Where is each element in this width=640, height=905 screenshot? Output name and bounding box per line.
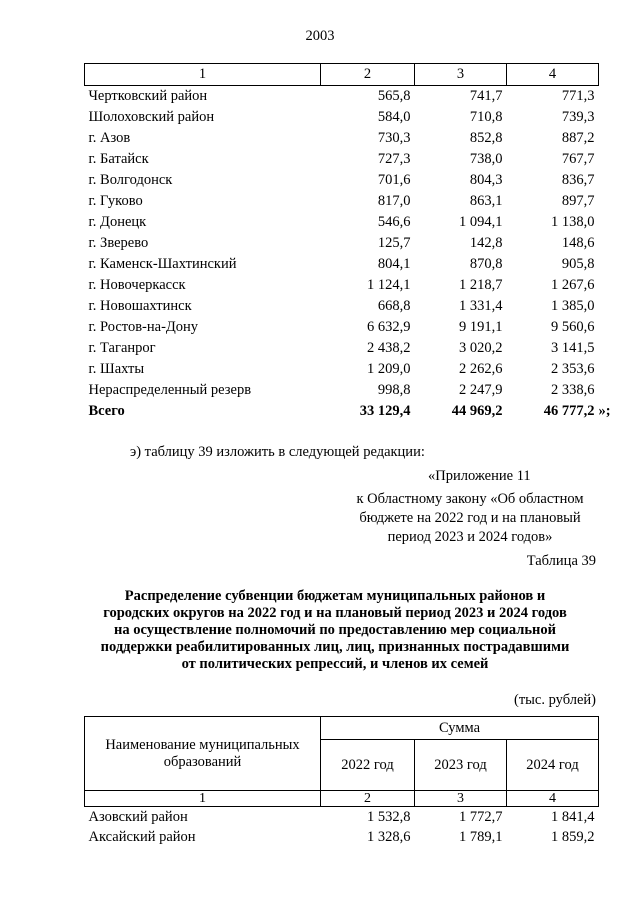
value-2022: 804,1 bbox=[377, 256, 411, 272]
year-header: 2024 год bbox=[507, 740, 599, 791]
value-2022: 1 328,6 bbox=[367, 828, 411, 845]
column-number-row bbox=[85, 64, 599, 86]
table-row bbox=[85, 149, 599, 170]
closing-quote-suffix: »; bbox=[598, 403, 611, 419]
name-column-header bbox=[85, 717, 321, 791]
municipality-name: Азовский район bbox=[88, 808, 188, 825]
value-2022: 6 632,9 bbox=[367, 319, 411, 335]
total-label: Всего bbox=[88, 403, 125, 419]
table-heading bbox=[80, 588, 590, 673]
column-number: 2 bbox=[321, 791, 415, 807]
value-2024: 767,7 bbox=[561, 151, 595, 167]
units-label: (тыс. рублей) bbox=[514, 692, 596, 708]
table-row bbox=[85, 275, 599, 296]
value-2022: 727,3 bbox=[377, 151, 411, 167]
value-2022: 584,0 bbox=[377, 109, 411, 125]
value-2023: 1 772,7 bbox=[459, 808, 503, 825]
value-2023: 1 218,7 bbox=[459, 277, 503, 293]
value-2023: 2 247,9 bbox=[459, 382, 503, 398]
value-2023: 863,1 bbox=[469, 193, 503, 209]
column-number: 3 bbox=[415, 791, 507, 807]
municipality-name: г. Волгодонск bbox=[88, 172, 173, 188]
municipality-name: г. Каменск-Шахтинский bbox=[88, 256, 237, 272]
municipality-name: г. Донецк bbox=[88, 214, 147, 230]
table-39 bbox=[84, 716, 599, 847]
table-row bbox=[85, 128, 599, 149]
municipality-name: Чертковский район bbox=[88, 88, 208, 104]
value-2022: 2 438,2 bbox=[367, 340, 411, 356]
value-2023: 738,0 bbox=[469, 151, 503, 167]
table-row bbox=[85, 107, 599, 128]
value-2022: 1 209,0 bbox=[367, 361, 411, 377]
column-number: 3 bbox=[415, 64, 507, 86]
value-2022: 998,8 bbox=[377, 382, 411, 398]
table-row bbox=[85, 86, 599, 108]
municipality-name: г. Шахты bbox=[88, 361, 145, 377]
table-row bbox=[85, 380, 599, 401]
total-2023: 44 969,2 bbox=[451, 403, 503, 419]
heading-line: Распределение субвенции бюджетам муниципальных районов и bbox=[124, 588, 546, 604]
value-2023: 710,8 bbox=[469, 109, 503, 125]
municipality-name: Шолоховский район bbox=[88, 109, 215, 125]
table-row bbox=[85, 170, 599, 191]
value-2023: 804,3 bbox=[469, 172, 503, 188]
municipality-name: г. Ростов-на-Дону bbox=[88, 319, 199, 335]
value-2023: 142,8 bbox=[469, 235, 503, 251]
total-2022: 33 129,4 bbox=[359, 403, 411, 419]
name-header-line: образований bbox=[163, 753, 242, 770]
value-2024: 2 338,6 bbox=[551, 382, 595, 398]
municipality-name: г. Гуково bbox=[88, 193, 143, 209]
law-line: к Областному закону «Об областном bbox=[356, 491, 584, 507]
value-2024: 771,3 bbox=[561, 88, 595, 104]
value-2023: 852,8 bbox=[469, 130, 503, 146]
table-row bbox=[85, 317, 599, 338]
value-2024: 148,6 bbox=[561, 235, 595, 251]
header-row bbox=[85, 717, 599, 740]
value-2024: 887,2 bbox=[561, 130, 595, 146]
municipality-name: г. Новочеркасск bbox=[88, 277, 186, 293]
total-2024: 46 777,2 bbox=[543, 403, 595, 419]
value-2024: 3 141,5 bbox=[551, 340, 595, 356]
value-2024: 1 385,0 bbox=[551, 298, 595, 314]
municipality-name: Аксайский район bbox=[88, 828, 196, 845]
column-number-row bbox=[85, 791, 599, 807]
heading-line: поддержки реабилитированных лиц, лиц, признанных пострадавшими bbox=[100, 639, 570, 655]
value-2022: 668,8 bbox=[377, 298, 411, 314]
table-row bbox=[85, 827, 599, 847]
value-2023: 1 094,1 bbox=[459, 214, 503, 230]
appendix-title: «Приложение 11 bbox=[428, 468, 531, 484]
value-2024: 897,7 bbox=[561, 193, 595, 209]
column-number: 2 bbox=[321, 64, 415, 86]
table-row bbox=[85, 233, 599, 254]
value-2024: 1 267,6 bbox=[551, 277, 595, 293]
value-2022: 1 124,1 bbox=[367, 277, 411, 293]
municipality-name: Нераспределенный резерв bbox=[88, 382, 252, 398]
continued-table bbox=[84, 63, 611, 422]
table-row bbox=[85, 359, 599, 380]
value-2024: 1 138,0 bbox=[551, 214, 595, 230]
value-2023: 2 262,6 bbox=[459, 361, 503, 377]
value-2023: 3 020,2 bbox=[459, 340, 503, 356]
heading-line: городских округов на 2022 год и на плановый период 2023 и 2024 годов bbox=[103, 605, 567, 621]
value-2022: 565,8 bbox=[377, 88, 411, 104]
value-2024: 9 560,6 bbox=[551, 319, 595, 335]
sum-header: Сумма bbox=[321, 717, 599, 740]
municipality-name: г. Таганрог bbox=[88, 340, 156, 356]
value-2023: 870,8 bbox=[469, 256, 503, 272]
municipality-name: г. Новошахтинск bbox=[88, 298, 192, 314]
value-2023: 1 789,1 bbox=[459, 828, 503, 845]
total-row bbox=[85, 401, 599, 422]
amendment-instruction: э) таблицу 39 изложить в следующей редакции: bbox=[130, 444, 425, 460]
value-2024: 1 841,4 bbox=[551, 808, 595, 825]
value-2024: 905,8 bbox=[561, 256, 595, 272]
law-line: период 2023 и 2024 годов» bbox=[387, 529, 553, 545]
table-row bbox=[85, 296, 599, 317]
value-2024: 2 353,6 bbox=[551, 361, 595, 377]
column-number: 1 bbox=[85, 64, 321, 86]
municipality-name: г. Азов bbox=[88, 130, 131, 146]
value-2024: 836,7 bbox=[561, 172, 595, 188]
table-row bbox=[85, 212, 599, 233]
value-2024: 1 859,2 bbox=[551, 828, 595, 845]
value-2022: 817,0 bbox=[377, 193, 411, 209]
value-2022: 730,3 bbox=[377, 130, 411, 146]
value-2022: 1 532,8 bbox=[367, 808, 411, 825]
column-number: 4 bbox=[507, 791, 599, 807]
appendix-reference bbox=[340, 468, 600, 547]
value-2023: 741,7 bbox=[469, 88, 503, 104]
year-header: 2023 год bbox=[415, 740, 507, 791]
table-number: Таблица 39 bbox=[526, 553, 596, 569]
table-row bbox=[85, 191, 599, 212]
law-line: бюджете на 2022 год и на плановый bbox=[359, 510, 581, 526]
name-header-line: Наименование муниципальных bbox=[105, 736, 300, 753]
value-2023: 1 331,4 bbox=[459, 298, 503, 314]
value-2023: 9 191,1 bbox=[459, 319, 503, 335]
value-2022: 546,6 bbox=[377, 214, 411, 230]
municipality-name: г. Батайск bbox=[88, 151, 149, 167]
page-number: 2003 bbox=[305, 28, 335, 44]
table-row bbox=[85, 807, 599, 828]
heading-line: на осуществление полномочий по предоставлению мер социальной bbox=[114, 622, 556, 638]
value-2022: 125,7 bbox=[377, 235, 411, 251]
appendix-law-reference bbox=[340, 490, 600, 547]
table-row bbox=[85, 254, 599, 275]
value-2022: 701,6 bbox=[377, 172, 411, 188]
column-number: 1 bbox=[85, 791, 321, 807]
value-2024: 739,3 bbox=[561, 109, 595, 125]
heading-line: от политических репрессий, и членов их семей bbox=[181, 656, 489, 672]
municipality-name: г. Зверево bbox=[88, 235, 149, 251]
column-number: 4 bbox=[507, 64, 599, 86]
year-header: 2022 год bbox=[321, 740, 415, 791]
table-row bbox=[85, 338, 599, 359]
